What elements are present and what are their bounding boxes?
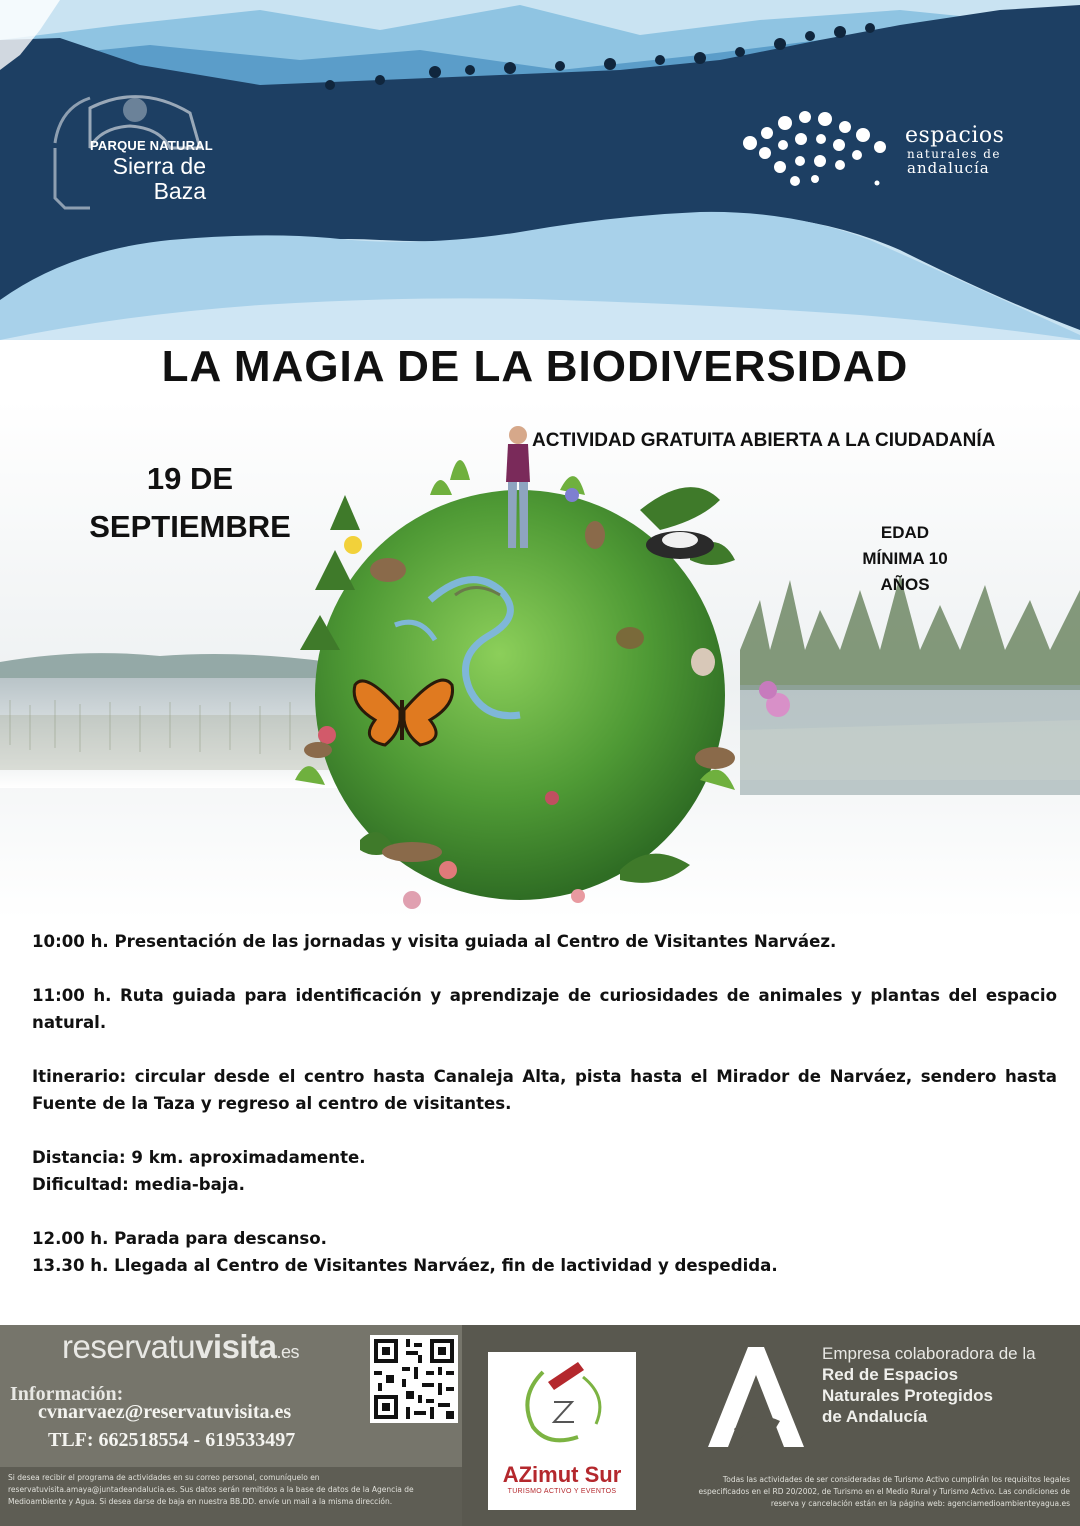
program-item-1000: 10:00 h. Presentación de las jornadas y visita guiada al Centro de Visitantes Narváez.	[32, 932, 837, 951]
espacios-logo-line1: espacios	[905, 123, 1005, 148]
legal-fine-print: Todas las actividades de ser consideradas de Turismo Activo cumplirán los requisitos legales especificados en el RD 20/2002, de Turismo en el Medio Rural y Turismo Activo. Las condiciones de reserva y cancelación están en la página web: agenciamedioambienteyagua.es	[698, 1475, 1070, 1508]
azimut-name: AZimut Sur	[502, 1462, 622, 1487]
collab-line3: Naturales Protegidos	[822, 1386, 993, 1405]
collab-line2: Red de Espacios	[822, 1365, 959, 1384]
azimut-subtitle: TURISMO ACTIVO Y EVENTOS	[507, 1488, 617, 1495]
espacios-logo-line2: naturales de	[907, 147, 1002, 161]
park-logo-line1: PARQUE NATURAL	[90, 138, 213, 153]
event-date-line1: 19 DE	[146, 461, 234, 496]
footer	[0, 1325, 1080, 1526]
parque-natural-logo	[50, 88, 220, 218]
contact-phone[interactable]: TLF: 662518554 - 619533497	[48, 1429, 296, 1451]
minimum-age-line1: EDAD	[880, 523, 930, 542]
program-distance: Distancia: 9 km. aproximadamente.	[32, 1148, 366, 1167]
collab-line1: Empresa colaboradora de la	[822, 1344, 1036, 1363]
junta-andalucia-a-icon	[708, 1347, 804, 1447]
info-label: Información:	[10, 1383, 124, 1405]
program-item-1330: 13.30 h. Llegada al Centro de Visitantes Narváez, fin de lactividad y despedida.	[32, 1256, 778, 1275]
qr-code-icon[interactable]	[370, 1335, 458, 1423]
reservatuvisita-logo[interactable]	[62, 1328, 299, 1366]
qr-pattern	[370, 1335, 458, 1423]
espacios-naturales-logo	[735, 105, 1035, 200]
minimum-age	[835, 520, 975, 598]
rv-logo-part1: reservatu	[62, 1328, 196, 1365]
collab-line4: de Andalucía	[822, 1407, 928, 1426]
contact-email[interactable]: cvnarvaez@reservatuvisita.es	[38, 1401, 292, 1423]
collaborator-text	[822, 1343, 1036, 1427]
rv-logo-part2: visita	[195, 1328, 277, 1365]
activity-program	[32, 928, 1057, 1279]
junta-andalucia-icon	[708, 1347, 804, 1447]
park-logo-line2: Sierra de	[112, 153, 206, 179]
azimut-sur-logo	[488, 1352, 636, 1510]
rv-logo-part3: .es	[276, 1342, 299, 1362]
azimut-emblem-icon	[488, 1352, 636, 1462]
event-date	[70, 455, 310, 551]
espacios-logo-line3: andalucía	[907, 159, 990, 177]
event-date-line2: SEPTIEMBRE	[89, 509, 291, 544]
program-item-1100: 11:00 h. Ruta guiada para identificación y aprendizaje de curiosidades de animales y plantas del espacio natural.	[32, 986, 1057, 1032]
page-title: LA MAGIA DE LA BIODIVERSIDAD	[161, 342, 909, 391]
program-difficulty: Dificultad: media-baja.	[32, 1175, 245, 1194]
activity-subtitle: ACTIVIDAD GRATUITA ABIERTA A LA CIUDADANÍA	[532, 430, 996, 451]
header-landscape	[0, 0, 1080, 340]
park-logo-line3: Baza	[153, 178, 206, 204]
park-logo-name	[90, 154, 206, 204]
biodiversity-emblem-icon	[735, 105, 895, 195]
minimum-age-line3: AÑOS	[880, 575, 930, 594]
program-item-1200: 12.00 h. Parada para descanso.	[32, 1229, 327, 1248]
program-itinerary: Itinerario: circular desde el centro hasta Canaleja Alta, pista hasta el Mirador de Narváez, sendero hasta Fuente de la Taza y regreso al centro de visitantes.	[32, 1067, 1057, 1113]
newsletter-fine-print: Si desea recibir el programa de actividades en su correo personal, comuníquelo en reservatuvisita.amaya@juntadeandalucia.es. Sus datos serán remitidos a la base de datos de la Agencia de Medioambiente y Agua. Si desea darse de baja en nuestra BB.DD. envíe un mail a la misma dirección.	[8, 1473, 414, 1506]
minimum-age-line2: MÍNIMA 10	[862, 549, 948, 568]
